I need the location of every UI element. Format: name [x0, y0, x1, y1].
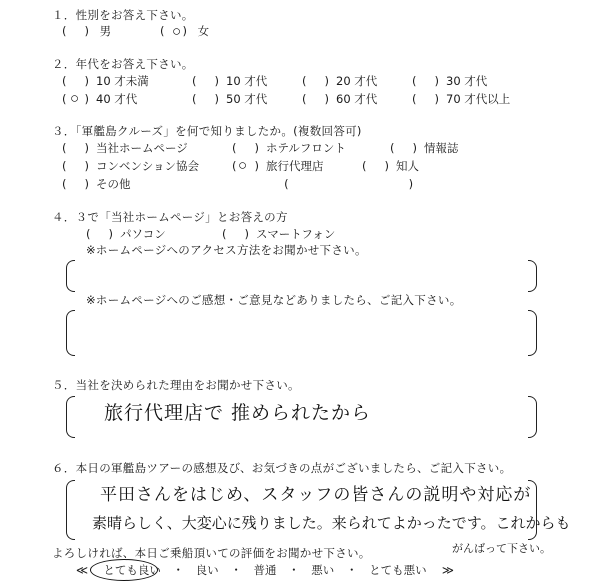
q3-handwritten-mark: ○ — [238, 156, 249, 174]
rating-option-average[interactable]: 普通 — [253, 563, 277, 577]
q6-handwritten-line3: がんばって下さい。 — [452, 542, 551, 555]
q4-option-smartphone[interactable]: ( ) スマートフォン — [222, 227, 336, 241]
q6-title: ６．本日の軍艦島ツアーの感想及び、お気づきの点がございましたら、ご記入下さい。 — [52, 461, 512, 475]
q1-title: １．性別をお答え下さい。 — [52, 8, 194, 22]
q2-option-under10[interactable]: ( ) 10 才未満 — [62, 74, 149, 88]
q2-option-10s[interactable]: ( ) 10 才代 — [192, 74, 268, 88]
q2-option-60s[interactable]: ( ) 60 才代 — [302, 92, 378, 106]
rating-option-very-bad[interactable]: とても悪い — [369, 563, 427, 577]
q1-option-female-label: 女 — [197, 24, 210, 38]
q4-access-box-right — [528, 260, 537, 292]
q5-title: ５．当社を決められた理由をお聞かせ下さい。 — [52, 378, 300, 392]
q6-handwritten-line1: 平田さんをはじめ、スタッフの皆さんの説明や対応が — [100, 485, 532, 505]
rating-prompt: よろしければ、本日ご乗船頂いての評価をお聞かせ下さい。 — [52, 546, 371, 560]
q4-access-prompt: ※ホームページへのアクセス方法をお聞かせ下さい。 — [86, 243, 367, 257]
q2-option-40s[interactable]: ( ) 40 才代 — [62, 92, 138, 106]
q4-access-box-left — [66, 260, 75, 292]
q2-title: ２．年代をお答え下さい。 — [52, 57, 194, 71]
q4-impression-prompt: ※ホームページへのご感想・ご意見などありましたら、ご記入下さい。 — [86, 293, 462, 307]
q2-option-20s[interactable]: ( ) 20 才代 — [302, 74, 378, 88]
q2-option-70s-plus[interactable]: ( ) 70 才代以上 — [412, 92, 511, 106]
q1-option-male-label: 男 — [99, 24, 112, 38]
rating-handwritten-circle — [90, 559, 158, 581]
q3-option-convention[interactable]: ( ) コンベンション協会 — [62, 159, 199, 173]
q4-impression-box-right — [528, 310, 537, 356]
q2-option-30s[interactable]: ( ) 30 才代 — [412, 74, 488, 88]
rating-option-very-good[interactable]: とても良い — [103, 563, 161, 577]
q2-handwritten-mark: ○ — [70, 89, 81, 107]
q4-impression-box-left — [66, 310, 75, 356]
q3-option-magazine[interactable]: ( ) 情報誌 — [390, 141, 459, 155]
q5-answer-box-left — [66, 396, 75, 438]
q6-handwritten-line2: 素晴らしく、大変心に残りました。来られてよかったです。これからも — [92, 514, 571, 532]
q3-option-travel-agency[interactable]: ( ) 旅行代理店 — [232, 159, 324, 173]
q1-handwritten-mark: ○ — [172, 22, 183, 40]
q4-title: ４．３で「当社ホームページ」とお答えの方 — [52, 210, 288, 224]
q3-option-acquaintance[interactable]: ( ) 知人 — [362, 159, 419, 173]
rating-row: ≪ とても良い ・ 良い ・ 普通 ・ 悪い ・ とても悪い ≫ — [76, 563, 454, 577]
q3-option-hotel-front[interactable]: ( ) ホテルフロント — [232, 141, 346, 155]
q3-title: ３．「軍艦島クルーズ」を何で知りましたか。(複数回答可) — [52, 124, 362, 138]
q1-option-male[interactable]: ( ) 男 — [62, 24, 112, 38]
q5-answer-box-right — [528, 396, 537, 438]
q4-option-pc[interactable]: ( ) パソコン — [86, 227, 166, 241]
q3-option-website[interactable]: ( ) 当社ホームページ — [62, 141, 188, 155]
q1-option-female[interactable]: ( ) 女 — [160, 24, 210, 38]
q3-option-other[interactable]: ( ) その他 ( ) — [62, 177, 414, 191]
q6-answer-box-left — [66, 480, 75, 540]
rating-option-good[interactable]: 良い — [195, 563, 219, 577]
rating-option-bad[interactable]: 悪い — [311, 563, 335, 577]
q5-handwritten-answer: 旅行代理店で 推められたから — [104, 402, 372, 424]
q2-option-50s[interactable]: ( ) 50 才代 — [192, 92, 268, 106]
